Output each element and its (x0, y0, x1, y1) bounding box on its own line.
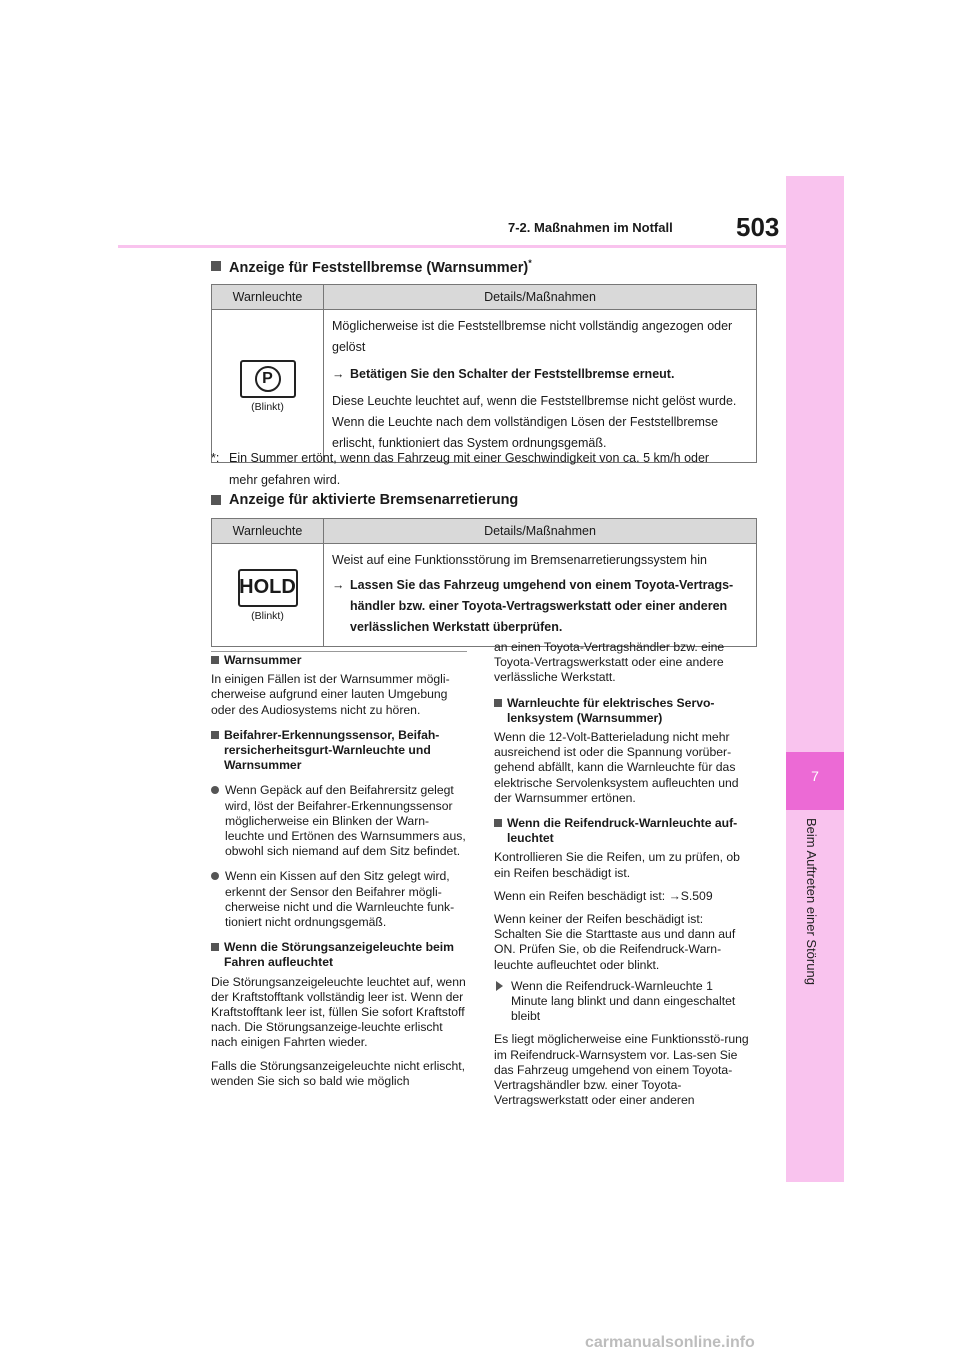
parking-brake-heading-text: Anzeige für Feststellbremse (Warnsummer)* (229, 258, 532, 276)
warning-light-cell (212, 310, 324, 463)
details-cell (324, 310, 757, 463)
subheading: Warnleuchte für elektrisches Servo-lenksystem (Warnsummer) (494, 696, 750, 726)
detail-line: Weist auf eine Funktionsstörung im Bremsenarretierungssystem hin (332, 553, 707, 567)
footnote-mark: *: (211, 451, 220, 465)
paragraph: Kontrollieren Sie die Reifen, um zu prüfen, ob ein Reifen beschädigt ist. (494, 850, 740, 880)
subheading: Beifahrer-Erkennungssensor, Beifah-rersicherheitsgurt-Warnleuchte und Warnsummer (211, 728, 467, 774)
table-header-warn: Warnleuchte (212, 519, 324, 544)
header-rule (118, 245, 786, 248)
paragraph: Wenn die 12-Volt-Batterieladung nicht mehr ausreichend ist oder die Spannung vorüber-gehend abfällt, kann die Warnleuchte für das elektrische Servolenksystem aufleuchten und der Warnsummer ertönen. (494, 730, 739, 805)
warning-light-cell (212, 544, 324, 647)
arrow-icon: → (332, 367, 345, 381)
chapter-title: Beim Auftreten einer Störung (804, 818, 819, 985)
subheading: Wenn die Störungsanzeigeleuchte beim Fahren aufleuchtet (211, 940, 467, 970)
parking-brake-icon (240, 360, 296, 398)
arrow-icon: → (332, 578, 345, 592)
bullet-item: Wenn Gepäck auf den Beifahrersitz gelegt wird, löst der Beifahrer-Erkennungssensor möglicherweise ein Blinken der Warn-leuchte und Ertönen des Warnsummers aus, obwohl sich niemand auf dem Sitz befindet. (211, 783, 467, 859)
paragraph: In einigen Fällen ist der Warnsummer mögli-cherweise aufgrund einer lauten Umgebung oder des Audiosystems nicht zu hören. (211, 672, 450, 717)
bullet-icon (211, 872, 219, 880)
action-line: → Betätigen Sie den Schalter der Feststellbremse erneut. (332, 364, 750, 385)
hold-icon: HOLD (238, 569, 298, 607)
watermark: carmanualsonline.info (585, 1334, 755, 1351)
paragraph: Wenn keiner der Reifen beschädigt ist: Schalten Sie die Starttaste aus und dann auf ON. Prüfen Sie, ob die Reifendruck-Warn-leuchte aufleuchtet oder blinkt. (494, 912, 736, 972)
square-bullet-icon (211, 261, 221, 271)
paragraph: Es liegt möglicherweise eine Funktionsstö-rung im Reifendruck-Warnsystem vor. Las-sen Sie das Fahrzeug umgehend von einem Toyota-Vertragshändler bzw. einer Toyota-Vertragswerkstatt oder einer anderen (494, 1032, 749, 1108)
paragraph: Falls die Störungsanzeigeleuchte nicht erlischt, wenden Sie sich so bald wie möglich (211, 1058, 466, 1088)
paragraph: Wenn ein Reifen beschädigt ist: →S.509 (494, 888, 713, 903)
square-bullet-icon (211, 495, 221, 505)
paragraph: an einen Toyota-Vertragshändler bzw. eine Toyota-Vertragswerkstatt oder eine andere verlässliche Werkstatt. (494, 640, 725, 685)
subheading: Warnsummer (211, 653, 467, 668)
table-header-details: Details/Maßnahmen (324, 285, 757, 310)
column-rule (211, 651, 467, 652)
subheading: Wenn die Reifendruck-Warnleuchte auf-leuchtet (494, 816, 750, 846)
blink-label: (Blinkt) (251, 609, 284, 622)
brake-hold-table (211, 518, 757, 647)
action-line: → Lassen Sie das Fahrzeug umgehend von einem Toyota-Vertrags-händler bzw. einer Toyota-Vertragswerkstatt oder einer anderen verlässlichen Werkstatt überprüfen. (332, 575, 750, 638)
chapter-number: 7 (811, 768, 819, 784)
triangle-bullet-icon (496, 981, 503, 991)
right-column (494, 640, 750, 1108)
parking-brake-heading (211, 258, 532, 276)
parking-brake-table (211, 284, 757, 463)
section-title: 7-2. Maßnahmen im Notfall (508, 220, 673, 235)
table-header-warn: Warnleuchte (212, 285, 324, 310)
paragraph: Die Störungsanzeigeleuchte leuchtet auf, wenn der Kraftstofftank vollständig leer ist. Wenn der Kraftstofftank leer ist, füllen Sie sofort Kraftstoff nach. Die Störungsanzeige-leuchte erlischt nach einigen Fahrten wieder. (211, 974, 466, 1050)
blink-label: (Blinkt) (251, 400, 284, 413)
footnote: *: Ein Summer ertönt, wenn das Fahrzeug mit einer Geschwindigkeit von ca. 5 km/h oder mehr gefahren wird. (211, 447, 751, 491)
page-number: 503 (736, 212, 780, 242)
parking-brake-p-icon: P (255, 366, 281, 392)
brake-hold-heading: Anzeige für aktivierte Bremsenarretierung (211, 492, 518, 508)
bullet-icon (211, 786, 219, 794)
table-header-details: Details/Maßnahmen (324, 519, 757, 544)
chapter-side-tab (786, 176, 844, 1182)
triangle-item: Wenn die Reifendruck-Warnleuchte 1 Minute lang blinkt und dann eingeschaltet bleibt (494, 979, 750, 1025)
detail-line: Möglicherweise ist die Feststellbremse nicht vollständig angezogen oder gelöst (332, 319, 733, 354)
left-column (211, 653, 467, 1089)
detail-line: Diese Leuchte leuchtet auf, wenn die Feststellbremse nicht gelöst wurde. Wenn die Leuchte nach dem vollständigen Lösen der Feststellbremse erlischt, funktioniert das System ordnungsgemäß. (332, 394, 737, 450)
bullet-item: Wenn ein Kissen auf den Sitz gelegt wird, erkennt der Sensor den Beifahrer mögli-cherweise nicht und die Warnleuchte funk-tioniert nicht ordnungsgemäß. (211, 869, 467, 930)
details-cell (324, 544, 757, 647)
